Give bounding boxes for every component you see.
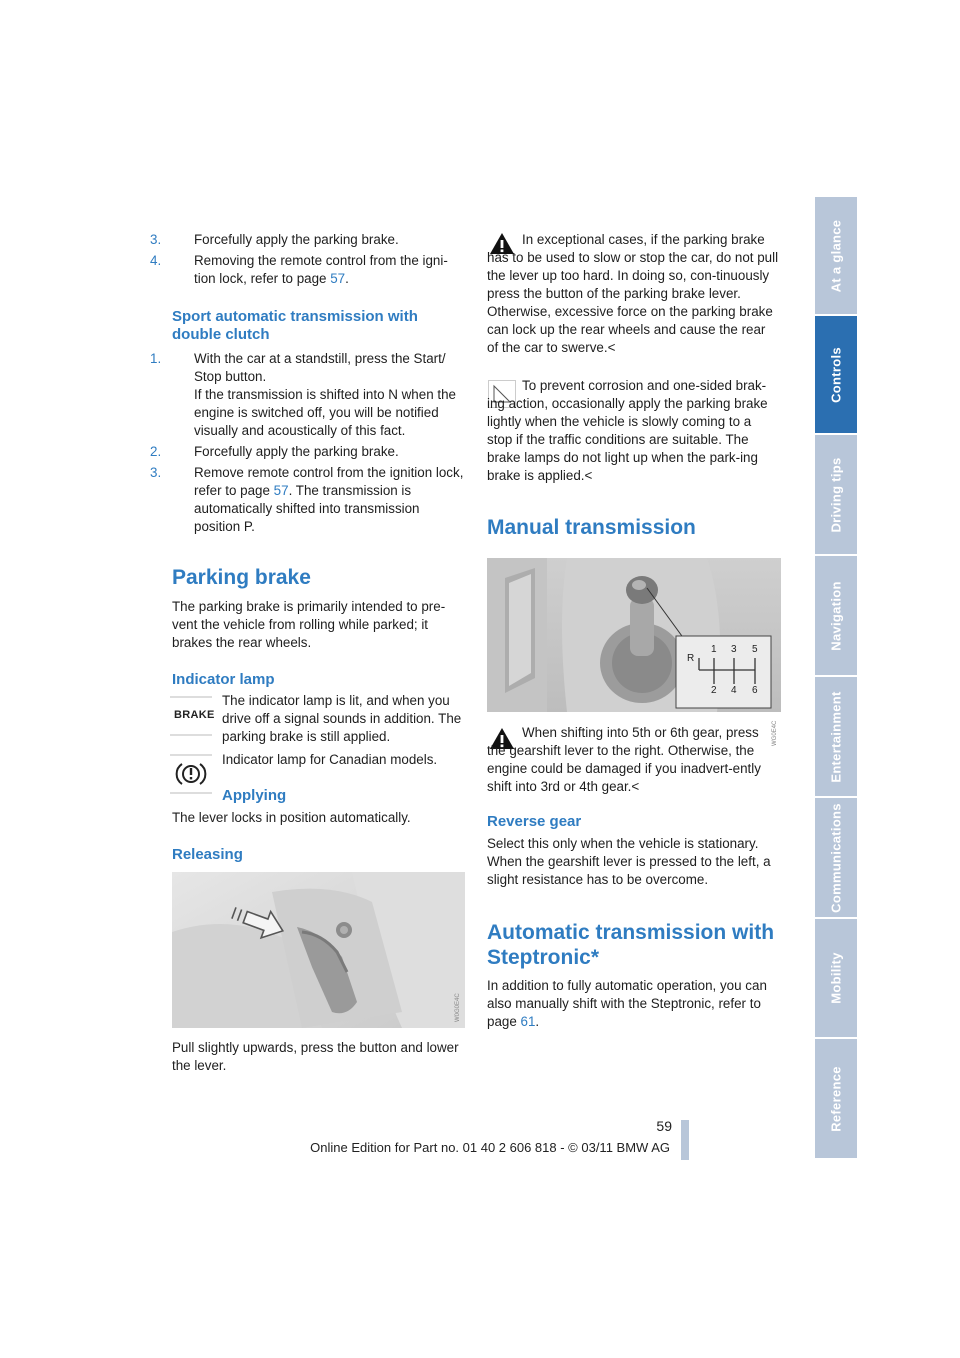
automatic-transmission-text: In addition to fully automatic operation, you can also manually shift with the Steptronic, refer to page 61. (487, 978, 767, 1029)
reverse-gear-heading: Reverse gear (487, 813, 582, 830)
indicator-lamp-text: The indicator lamp is lit, and when you drive off a signal sounds in addition. The parking brake is still applied. (222, 693, 462, 744)
step-1-start-stop: 1. With the car at a standstill, press the Start/ Stop button. If the transmission is shifted into N when the engine is switched off, you will be notified visually and acoustically of this fact. (150, 351, 456, 438)
gear-label-3: 3 (731, 644, 737, 655)
step-2-apply: 2. Forcefully apply the parking brake. (150, 444, 399, 459)
chapter-sidebar (815, 197, 857, 1160)
warning-excessive-force: In exceptional cases, if the parking brake has to be used to slow or stop the car, do not pull the lever up too hard. In doing so, con-tinuously press the button of the parking brake lever. Otherwise, excessive force on the parking brake can lock up the rear wheels and cause the rear of the car to swerve.< (487, 232, 779, 355)
step-4-remove-remote: 4. Removing the remote control from the igni-tion lock, refer to page 57. (150, 253, 448, 286)
svg-text:W0G0E4C: W0G0E4C (455, 993, 461, 1022)
releasing-text: Pull slightly upwards, press the button and lower the lever. (172, 1040, 459, 1073)
step-3-apply: 3. Forcefully apply the parking brake. (150, 232, 399, 247)
page-link-57[interactable]: 57 (273, 483, 289, 498)
page-marker-bar (681, 1120, 689, 1160)
page-link-57[interactable]: 57 (330, 271, 346, 286)
sidebar-tab-mobility[interactable]: Mobility (815, 919, 857, 1039)
gear-label-5: 5 (752, 644, 758, 655)
reverse-gear-text: Select this only when the vehicle is stationary. When the gearshift lever is pressed to the left, a slight resistance has to be overcome. (487, 836, 771, 887)
indicator-lamp-heading: Indicator lamp (172, 671, 275, 688)
automatic-transmission-heading: Automatic transmission with Steptronic* (487, 921, 775, 969)
sidebar-tab-driving-tips[interactable]: Driving tips (815, 435, 857, 556)
gear-label-r: R (687, 653, 695, 664)
canadian-indicator-text: Indicator lamp for Canadian models. (222, 752, 438, 767)
step-3-remove-remote: 3. Remove remote control from the ignition lock, refer to page 57. The transmission is automatically shifted into transmission position P. (150, 465, 464, 534)
page-link-61[interactable]: 61 (520, 1014, 536, 1029)
gear-label-4: 4 (731, 685, 737, 696)
sidebar-tab-reference[interactable]: Reference (815, 1039, 857, 1160)
sidebar-tab-at-a-glance[interactable]: At a glance (815, 197, 857, 316)
gear-label-6: 6 (752, 685, 758, 696)
releasing-heading: Releasing (172, 846, 243, 863)
brake-indicator-icon (170, 696, 215, 736)
sidebar-tab-communications[interactable]: Communications (815, 798, 857, 919)
warning-shifting: When shifting into 5th or 6th gear, press the gearshift lever to the right. Otherwise, the engine could be damaged if you inadvert-ently shift into 3rd or 4th gear.< (487, 725, 761, 794)
applying-text: The lever locks in position automatically. (172, 810, 411, 825)
parking-brake-heading: Parking brake (172, 566, 311, 589)
sidebar-tab-controls[interactable]: Controls (815, 316, 857, 435)
sport-transmission-heading: Sport automatic transmission with double clutch (172, 308, 418, 343)
note-corrosion: To prevent corrosion and one-sided brak-ing action, occasionally apply the parking brake lightly when the vehicle is slowly coming to a stop if the traffic conditions are suitable. The brake lamps do not light up when the park-ing brake is applied.< (487, 378, 768, 483)
gear-label-1: 1 (711, 644, 717, 655)
manual-transmission-heading: Manual transmission (487, 516, 696, 539)
gearshift-photo (487, 558, 781, 746)
edition-footer: Online Edition for Part no. 01 40 2 606 818 - © 03/11 BMW AG (310, 1140, 670, 1155)
left-column (150, 231, 464, 536)
applying-heading: Applying (222, 787, 287, 804)
parking-brake-intro: The parking brake is primarily intended to pre-vent the vehicle from rolling while parked; it brakes the rear wheels. (172, 599, 446, 650)
brake-icon-label: BRAKE (174, 709, 215, 721)
gear-label-2: 2 (711, 685, 717, 696)
parking-brake-lever-photo (172, 872, 465, 1028)
canadian-brake-warning-icon (170, 754, 212, 794)
svg-text:WG0E4C: WG0E4C (772, 720, 778, 746)
page-number: 59 (656, 1118, 672, 1134)
sidebar-tab-entertainment[interactable]: Entertainment (815, 677, 857, 798)
sidebar-tab-navigation[interactable]: Navigation (815, 556, 857, 677)
